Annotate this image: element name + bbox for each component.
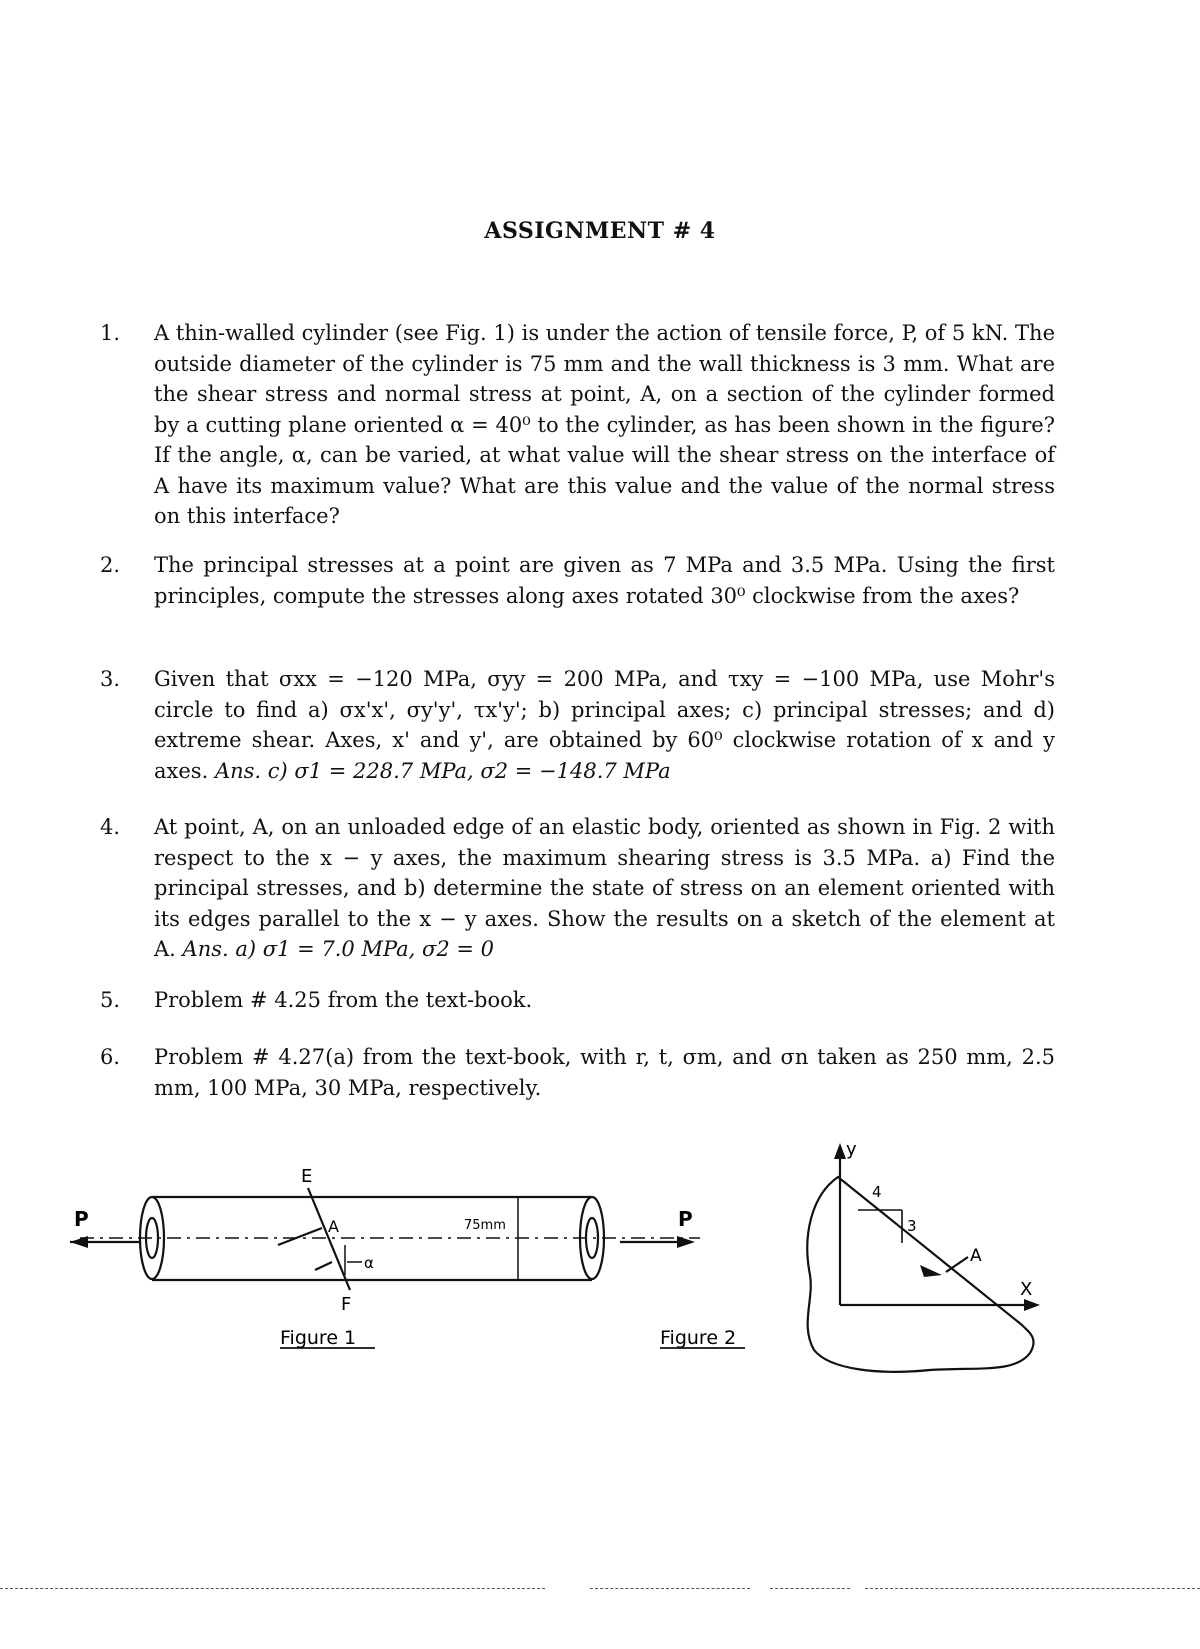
problem-6 [100,1042,1055,1103]
page-title: ASSIGNMENT # 4 [484,218,716,244]
figure-2-caption-area [650,1320,800,1360]
body-outline [807,1177,1033,1372]
figure-1-caption: Figure 1 [280,1327,357,1349]
problem-number: 4. [100,815,121,839]
force-left-arrowhead [70,1236,88,1248]
point-a-label: A [970,1246,982,1266]
problem-4 [100,812,1055,965]
plane-label-e: E [301,1166,313,1187]
problem-body: At point, A, on an unloaded edge of an elastic body, oriented as shown in Fig. 2 with respect to the x − y axes, the maximum shearing stress is 3.5 MPa. a) Find the principal stresses, and b) determine the state of stress on an element oriented with its edges parallel to the x − y axes. Show the results on a sketch of the element at A. [154,815,1055,961]
problem-text [154,318,1055,532]
cylinder-right-bore [586,1218,598,1258]
force-right-label: P [678,1207,693,1231]
point-a-label: A [328,1217,339,1236]
problem-body: A thin-walled cylinder (see Fig. 1) is under the action of tensile force, P, of 5 kN. The outside diameter of the cylinder is 75 mm and the wall thickness is 3 mm. What are the shear stress and normal stress at point, A, on a section of the cylinder formed by a cutting plane oriented α = 40⁰ to the cylinder, as has been shown in the figure? If the angle, α, can be varied, at what value will the shear stress on the interface of A have its maximum value? What are this value and the value of the normal stress on this interface? [154,321,1055,528]
figure-2-caption: Figure 2 [660,1327,737,1349]
problem-2 [100,550,1055,611]
point-a-arrow [946,1257,968,1272]
problem-number: 2. [100,553,121,577]
diameter-label: 75mm [464,1218,506,1233]
problem-answer: Ans. a) σ1 = 7.0 MPa, σ2 = 0 [182,937,495,961]
figure-1 [60,1150,760,1410]
problem-1 [100,318,1055,532]
y-axis-arrowhead [834,1143,846,1159]
problem-number: 6. [100,1045,121,1069]
x-axis-arrowhead [1024,1299,1040,1311]
shear-arrow [315,1262,332,1270]
x-axis-label: X [1020,1279,1033,1300]
slope-run-label: 4 [872,1183,882,1201]
problem-answer: Ans. c) σ1 = 228.7 MPa, σ2 = −148.7 MPa [214,758,671,783]
problem-text [154,664,1055,786]
problem-number: 3. [100,667,121,691]
scan-footer-line-1 [0,1588,545,1589]
slope-rise-label: 3 [907,1217,917,1235]
scan-footer-line-3 [770,1588,850,1589]
angle-label: α [364,1254,374,1272]
problem-text [154,550,1055,611]
point-a-arrow [278,1228,322,1245]
problem-5 [100,985,1055,1016]
scan-footer-line-4 [865,1588,1200,1589]
figure-2 [790,1125,1060,1385]
problem-text [154,985,1055,1016]
problem-body: Given that σxx = −120 MPa, σyy = 200 MPa, and τxy = −100 MPa, use Mohr's circle to find a) σx'x', σy'y', τx'y'; b) principal axes; c) principal stresses; and d) extreme shear. Axes, x' and y', are obtained by 60⁰ clockwise rotation of x and y axes. [154,667,1055,783]
scan-footer-line-2 [590,1588,750,1589]
force-left-label: P [74,1207,89,1231]
problem-number: 5. [100,988,121,1012]
problem-body: Problem # 4.27(a) from the text-book, with r, t, σm, and σn taken as 250 mm, 2.5 mm, 100 MPa, 30 MPa, respectively. [154,1045,1055,1100]
cutting-plane-line [308,1188,350,1290]
problem-text [154,812,1055,965]
y-axis-label: y [846,1139,857,1160]
problem-body: The principal stresses at a point are given as 7 MPa and 3.5 MPa. Using the first principles, compute the stresses along axes rotated 30⁰ clockwise from the axes? [154,553,1055,608]
point-a-marker [920,1265,942,1277]
problem-body: Problem # 4.25 from the text-book. [154,988,533,1012]
plane-label-f: F [341,1294,352,1315]
problem-3 [100,664,1055,786]
problem-text [154,1042,1055,1103]
problem-number: 1. [100,321,121,345]
